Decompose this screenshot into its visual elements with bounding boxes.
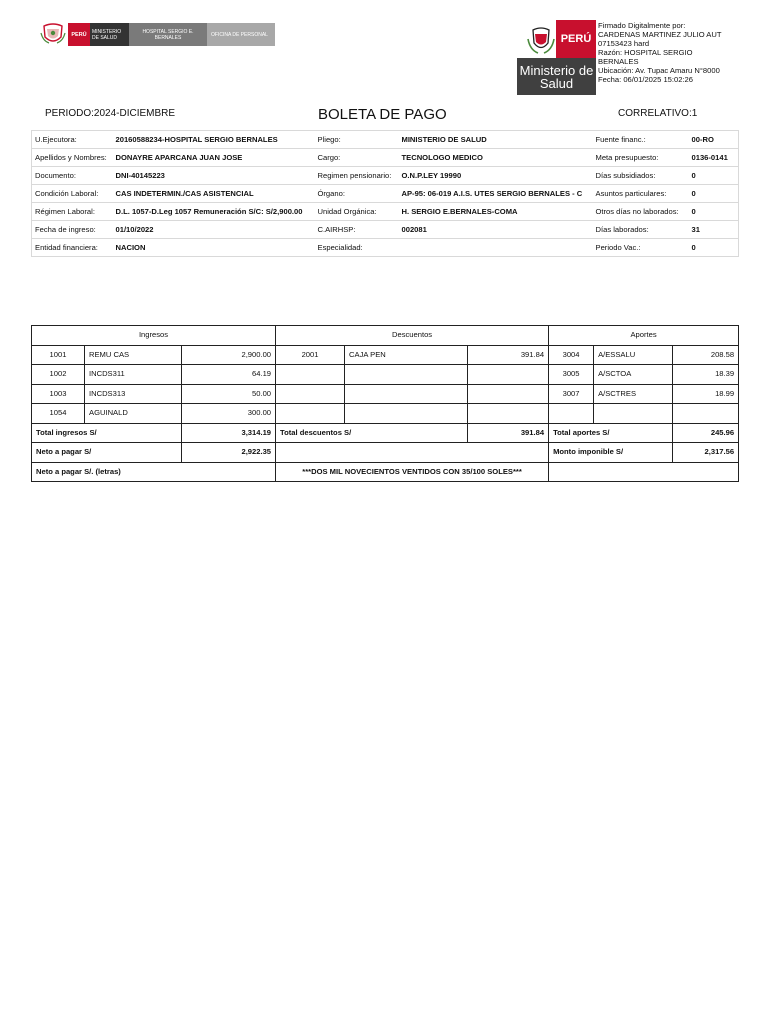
signature-line: Firmado Digitalmente por: <box>598 21 686 30</box>
signature-line: 07153423 hard <box>598 39 650 48</box>
ingreso-amount: 50.00 <box>182 384 276 404</box>
aporte-name <box>594 404 673 424</box>
table-row <box>32 185 739 203</box>
ingreso-code: 1002 <box>32 365 85 385</box>
info-label: Otros días no laborados: <box>593 203 689 221</box>
info-label: Fecha de ingreso: <box>32 221 113 239</box>
info-value <box>399 239 593 257</box>
descuento-code <box>276 404 345 424</box>
info-label: Apellidos y Nombres: <box>32 149 113 167</box>
descuento-name <box>345 384 468 404</box>
ingreso-code: 1003 <box>32 384 85 404</box>
info-label: U.Ejecutora: <box>32 131 113 149</box>
ingreso-amount: 300.00 <box>182 404 276 424</box>
peru-brand: PERÚ <box>556 20 596 58</box>
descuento-amount: 391.84 <box>468 345 549 365</box>
info-label: Regimen pensionario: <box>315 167 399 185</box>
table-header-row <box>32 326 739 346</box>
neto-letras-text: Neto a pagar S/. (letras) <box>36 466 121 476</box>
table-row <box>32 365 739 385</box>
total-aportes-value: 245.96 <box>673 423 739 443</box>
info-value: 002081 <box>399 221 593 239</box>
ingreso-code: 1054 <box>32 404 85 424</box>
info-value: O.N.P.LEY 19990 <box>399 167 593 185</box>
info-label: Días subsidiados: <box>593 167 689 185</box>
employee-info-table <box>31 130 739 257</box>
aportes-header: Aportes <box>549 326 739 346</box>
info-label: Entidad financiera: <box>32 239 113 257</box>
ministerio-label: MINISTERIO DE SALUD <box>90 23 129 46</box>
table-row <box>32 221 739 239</box>
signature-line: Ubicación: Av. Tupac Amaru N°8000 <box>598 66 720 75</box>
descuento-name <box>345 404 468 424</box>
table-row <box>32 131 739 149</box>
info-value: D.L. 1057-D.Leg 1057 Remuneración S/C: S/2,900.00 <box>113 203 315 221</box>
descuentos-header: Descuentos <box>276 326 549 346</box>
info-value: H. SERGIO E.BERNALES-COMA <box>399 203 593 221</box>
ingreso-code: 1001 <box>32 345 85 365</box>
ingreso-name: INCDS311 <box>85 365 182 385</box>
aporte-name: A/SCTRES <box>594 384 673 404</box>
digital-signature <box>598 21 730 84</box>
info-label: Condición Laboral: <box>32 185 113 203</box>
total-descuentos-label: Total descuentos S/ <box>276 423 468 443</box>
descuento-name: CAJA PEN <box>345 345 468 365</box>
info-value: MINISTERIO DE SALUD <box>399 131 593 149</box>
info-value: 0 <box>689 239 739 257</box>
letras-row <box>32 462 739 482</box>
empty-cell <box>549 462 739 482</box>
ingreso-name: REMU CAS <box>85 345 182 365</box>
info-label: Órgano: <box>315 185 399 203</box>
ingreso-name: AGUINALD <box>85 404 182 424</box>
aporte-amount: 208.58 <box>673 345 739 365</box>
monto-imponible-value: 2,317.56 <box>673 443 739 463</box>
aporte-amount: 18.39 <box>673 365 739 385</box>
neto-letras-label <box>32 462 276 482</box>
info-label: C.AIRHSP: <box>315 221 399 239</box>
info-value: 20160588234-HOSPITAL SERGIO BERNALES <box>113 131 315 149</box>
info-label: Régimen Laboral: <box>32 203 113 221</box>
institution-header <box>40 23 275 46</box>
table-row <box>32 203 739 221</box>
signature-line: BERNALES <box>598 57 639 66</box>
descuento-code: 2001 <box>276 345 345 365</box>
info-label: Cargo: <box>315 149 399 167</box>
monto-imponible-label: Monto imponible S/ <box>549 443 673 463</box>
info-label: Especialidad: <box>315 239 399 257</box>
document-title: BOLETA DE PAGO <box>318 106 447 123</box>
info-value: 01/10/2022 <box>113 221 315 239</box>
correlativo-label: CORRELATIVO:1 <box>618 108 698 119</box>
aporte-code <box>549 404 594 424</box>
total-aportes-label: Total aportes S/ <box>549 423 673 443</box>
info-value: DONAYRE APARCANA JUAN JOSE <box>113 149 315 167</box>
info-label: Pliego: <box>315 131 399 149</box>
payroll-table <box>31 325 739 482</box>
descuento-amount <box>468 404 549 424</box>
table-row <box>32 384 739 404</box>
signature-line: Razón: HOSPITAL SERGIO <box>598 48 693 57</box>
info-value: DNI-40145223 <box>113 167 315 185</box>
info-value: TECNOLOGO MEDICO <box>399 149 593 167</box>
aporte-name: A/ESSALU <box>594 345 673 365</box>
table-row <box>32 345 739 365</box>
coat-of-arms-icon <box>40 23 66 46</box>
info-value: NACION <box>113 239 315 257</box>
neto-letras-value: ***DOS MIL NOVECIENTOS VENTIDOS CON 35/100 SOLES*** <box>276 462 549 482</box>
descuento-amount <box>468 384 549 404</box>
info-value: 00-RO <box>689 131 739 149</box>
info-label: Fuente financ.: <box>593 131 689 149</box>
table-row <box>32 167 739 185</box>
ingresos-header: Ingresos <box>32 326 276 346</box>
aporte-amount <box>673 404 739 424</box>
info-label: Documento: <box>32 167 113 185</box>
info-value: 0 <box>689 203 739 221</box>
neto-row <box>32 443 739 463</box>
info-label: Asuntos particulares: <box>593 185 689 203</box>
info-value: 31 <box>689 221 739 239</box>
signature-line: Fecha: 06/01/2025 15:02:26 <box>598 75 693 84</box>
aporte-name: A/SCTOA <box>594 365 673 385</box>
periodo-label: PERIODO:2024-DICIEMBRE <box>45 108 176 119</box>
table-row <box>32 149 739 167</box>
info-value: AP-95: 06-019 A.I.S. UTES SERGIO BERNALES - C <box>399 185 593 203</box>
hospital-label: HOSPITAL SERGIO E. BERNALES <box>129 23 207 46</box>
total-ingresos-value: 3,314.19 <box>182 423 276 443</box>
descuento-name <box>345 365 468 385</box>
oficina-label: OFICINA DE PERSONAL <box>207 23 275 46</box>
ingreso-name: INCDS313 <box>85 384 182 404</box>
ministerio-brand: Ministerio de Salud <box>517 58 596 95</box>
info-label: Periodo Vac.: <box>593 239 689 257</box>
aporte-code: 3007 <box>549 384 594 404</box>
aporte-code: 3005 <box>549 365 594 385</box>
aporte-code: 3004 <box>549 345 594 365</box>
aporte-amount: 18.99 <box>673 384 739 404</box>
info-label: Días laborados: <box>593 221 689 239</box>
total-ingresos-label: Total ingresos S/ <box>32 423 182 443</box>
peru-label: PERÚ <box>68 23 90 46</box>
coat-of-arms-icon <box>527 26 555 56</box>
empty-cell <box>276 443 549 463</box>
descuento-amount <box>468 365 549 385</box>
ingreso-amount: 2,900.00 <box>182 345 276 365</box>
neto-label: Neto a pagar S/ <box>32 443 182 463</box>
info-label: Meta presupuesto: <box>593 149 689 167</box>
info-label: Unidad Orgánica: <box>315 203 399 221</box>
neto-value: 2,922.35 <box>182 443 276 463</box>
info-value: 0 <box>689 185 739 203</box>
info-value: 0136-0141 <box>689 149 739 167</box>
info-value: CAS INDETERMIN./CAS ASISTENCIAL <box>113 185 315 203</box>
table-row <box>32 404 739 424</box>
info-value: 0 <box>689 167 739 185</box>
totals-row <box>32 423 739 443</box>
signature-line: CARDENAS MARTINEZ JULIO AUT <box>598 30 722 39</box>
descuento-code <box>276 365 345 385</box>
descuento-code <box>276 384 345 404</box>
total-descuentos-value: 391.84 <box>468 423 549 443</box>
ingreso-amount: 64.19 <box>182 365 276 385</box>
table-row <box>32 239 739 257</box>
